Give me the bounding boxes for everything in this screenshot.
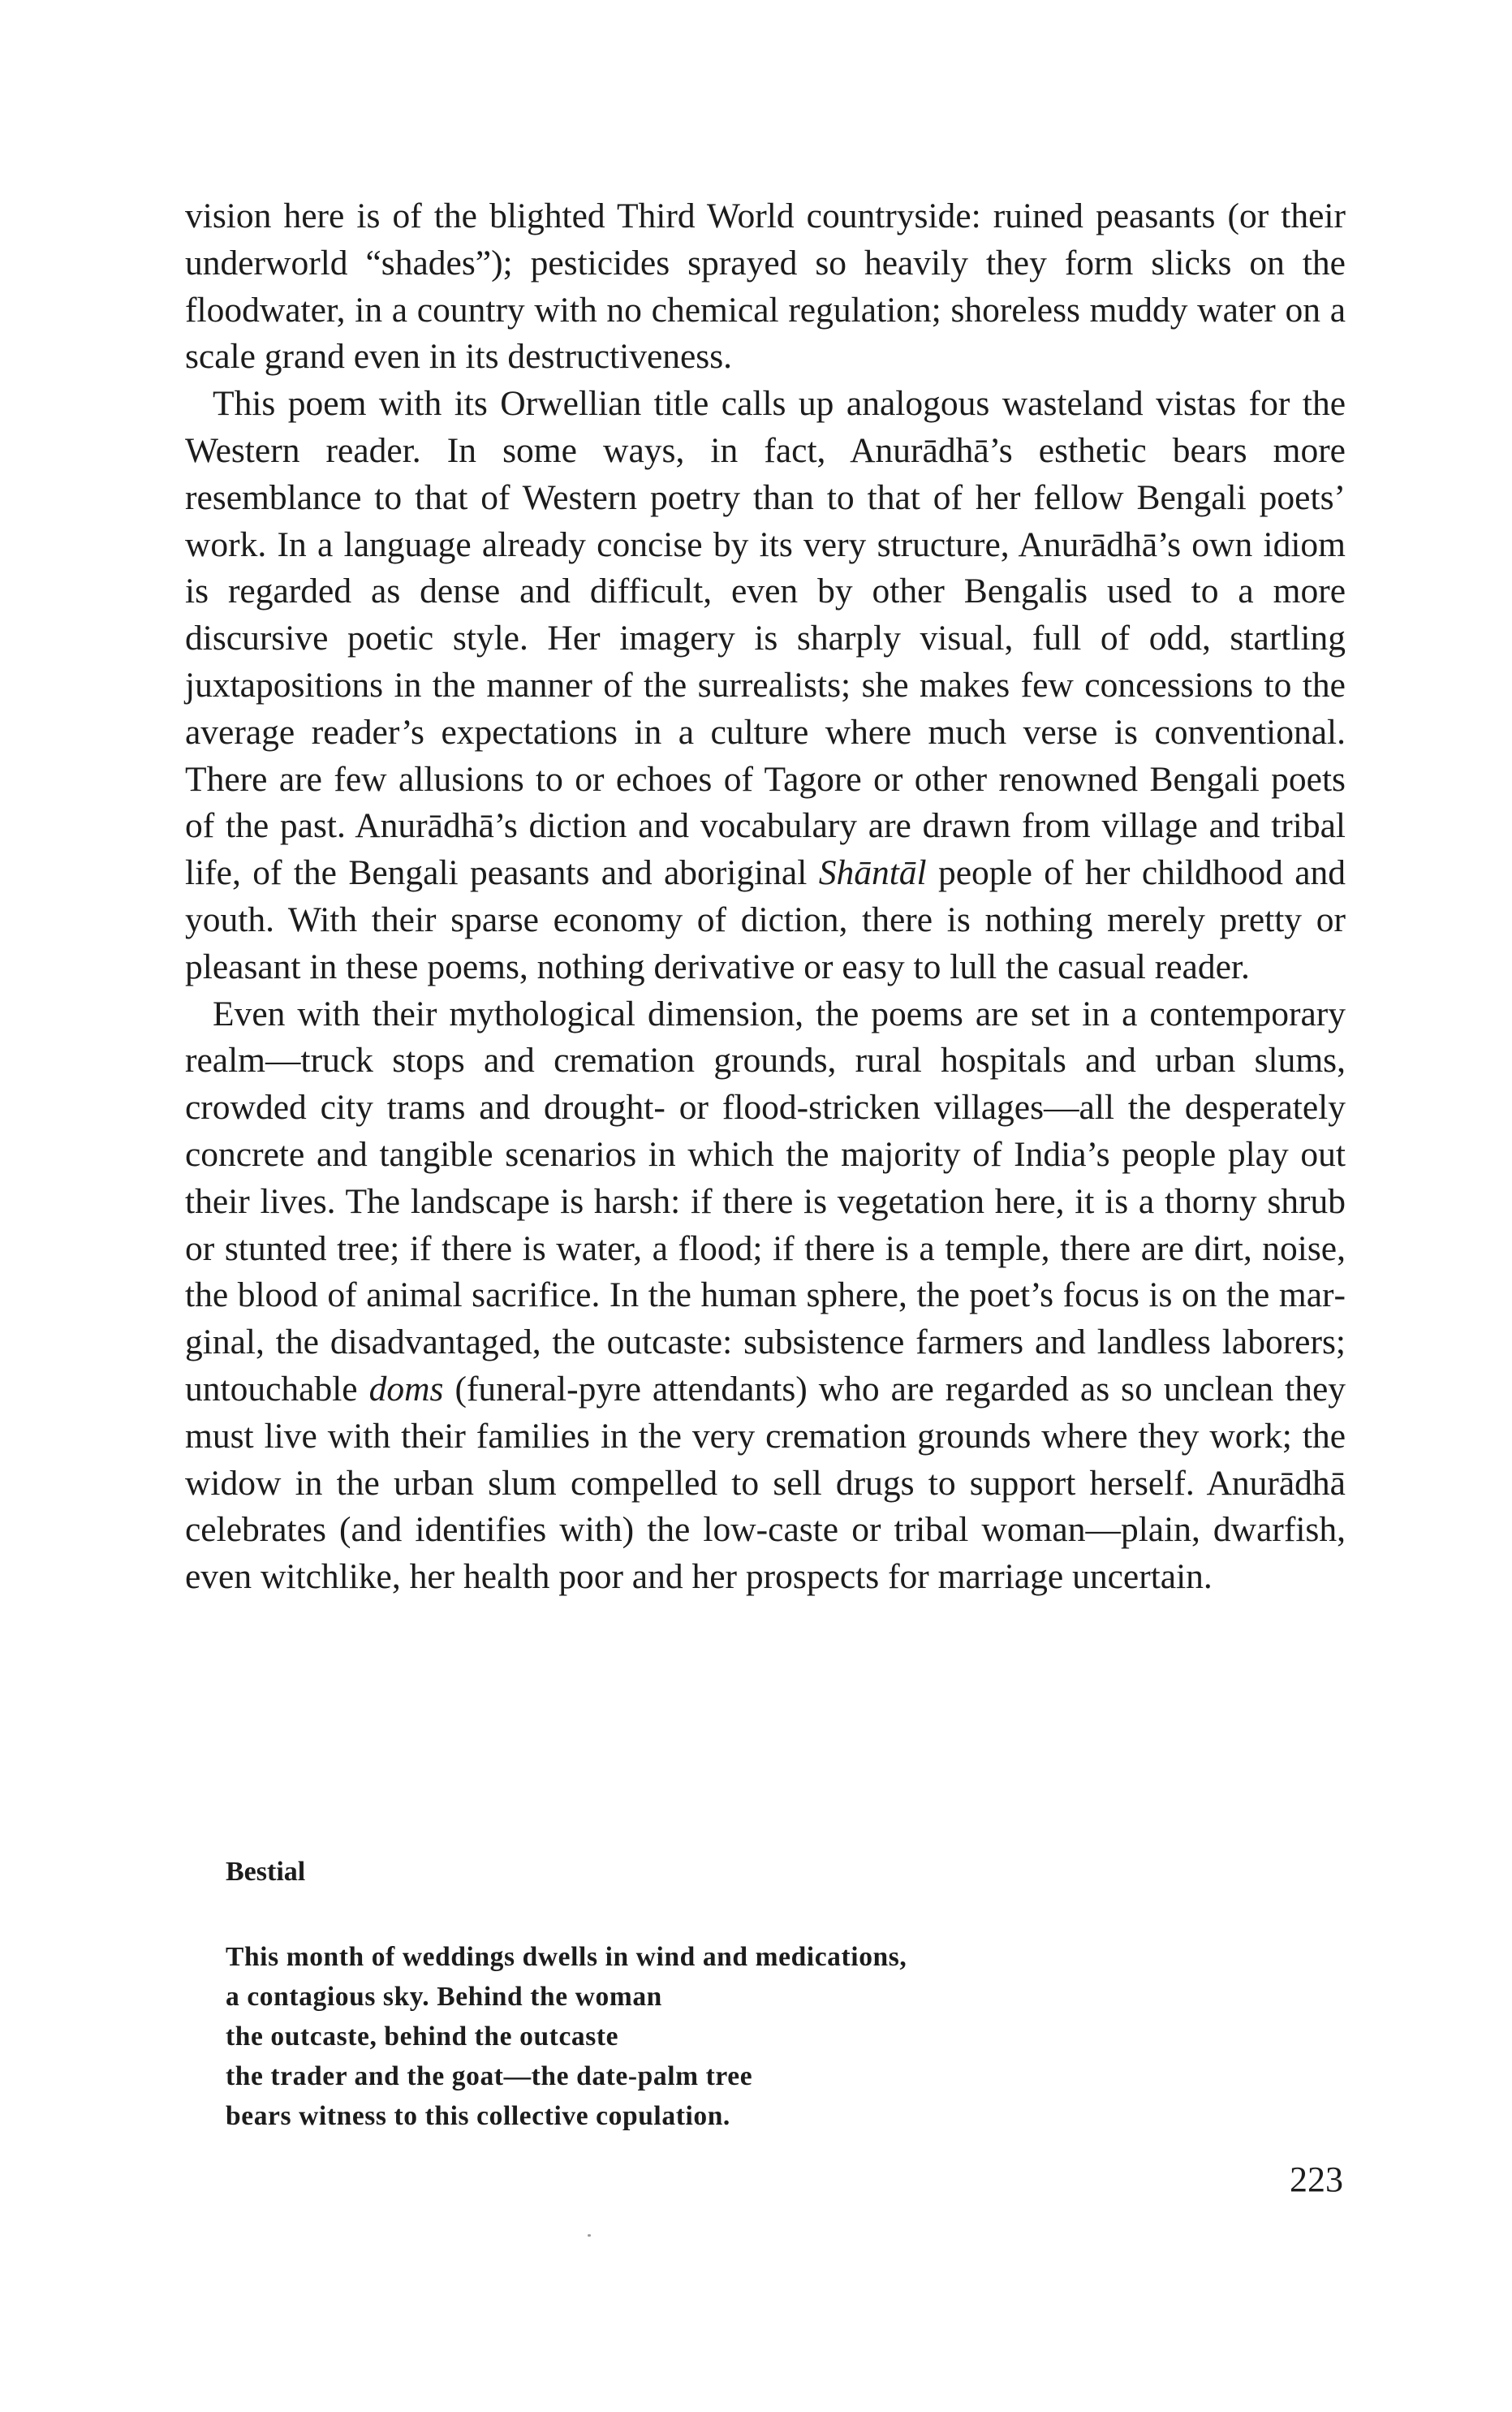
poem-line-5: bears witness to this collective copulation. <box>226 2101 730 2131</box>
paragraph-2-text-b: people of her childhood and youth. With their sparse economy of diction, there is nothing merely pretty or pleasant in these poems, nothing derivative or easy to lull the casual reader. <box>185 853 1346 986</box>
poem-line-3: the outcaste, behind the outcaste <box>226 2022 619 2052</box>
poem-line-2: a contagious sky. Behind the woman <box>226 1982 662 2012</box>
paragraph-1 <box>185 193 1346 381</box>
paragraph-3-text-a: Even with their mythological dimension, the poems are set in a contemporary realm—truck stops and cremation grounds, rural hospitals and urban slums, crowded city trams and drought- or flood-stricken villages—all the desperately concrete and tangible scenarios in which the majority of India’s people play out their lives. The landscape is harsh: if there is vegetation here, it is a thorny shrub or stunted tree; if there is water, a flood; if there is a temple, there are dirt, noise, the blood of animal sacrifice. In the human sphere, the poet’s focus is on the marginal, the disadvantaged, the outcaste: subsistence farmers and landless laborers; untouchable <box>185 994 1346 1409</box>
paragraph-2-text-a: This poem with its Orwellian title calls up analogous wasteland vistas for the Western reader. In some ways, in fact, Anurādhā’s esthetic bears more resemblance to that of Western poetry than to that of her fellow Bengali poets’ work. In a language already concise by its very structure, Anurādhā’s own idiom is regarded as dense and difficult, even by other Bengalis used to a more discursive poetic style. Her imagery is sharply visual, full of odd, startling juxtapositions in the manner of the surrealists; she makes few concessions to the average reader’s expectations in a culture where much verse is conventional. There are few allusions to or echoes of Tagore or other renowned Bengali poets of the past. Anurādhā’s diction and vocabulary are drawn from village and tribal life, of the Bengali peasants and aboriginal <box>185 384 1346 893</box>
paragraph-1-text: vision here is of the blighted Third World countryside: ruined peasants (or their underworld “shades”); pesticides sprayed so heavily they form slicks on the floodwater, in a country with no chemical regulation; shoreless muddy water on a scale grand even in its destructiveness. <box>185 196 1346 377</box>
paragraph-3-italic-term: doms <box>368 1369 444 1409</box>
paragraph-2 <box>185 381 1346 990</box>
paragraph-2-italic-term: Shāntāl <box>818 853 927 893</box>
paragraph-3 <box>185 991 1346 1601</box>
poem-line-1: This month of weddings dwells in wind and medications, <box>226 1942 907 1972</box>
scan-speck <box>588 2234 591 2237</box>
paragraph-3-text-b: (funeral-pyre attendants) who are regarded as so unclean they must live with their families in the very cremation grounds where they work; the widow in the urban slum compelled to sell drugs to support herself. Anurādhā celebrates (and identifies with) the low-caste or tribal woman—plain, dwarfish, even witchlike, her health poor and her prospects for marriage uncertain. <box>185 1369 1346 1597</box>
poem-line-4: the trader and the goat—the date-palm tree <box>226 2061 753 2091</box>
body-text <box>185 193 1346 1601</box>
poem-title: Bestial <box>226 1857 306 1887</box>
poem-excerpt <box>226 1856 1200 2136</box>
page-number: 223 <box>1290 2160 1343 2199</box>
